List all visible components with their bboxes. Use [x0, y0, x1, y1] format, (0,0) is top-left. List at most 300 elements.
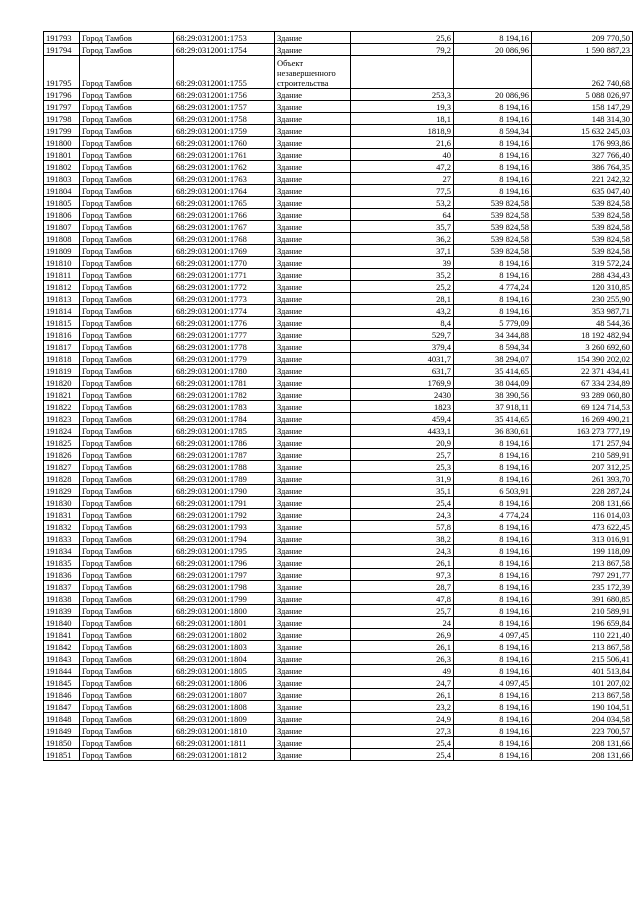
locality-cell: Город Тамбов	[80, 245, 174, 257]
unit-value-cell: 8 194,16	[454, 581, 532, 593]
cadastral-value-cell: 209 770,50	[532, 32, 633, 44]
unit-value-cell: 5 779,09	[454, 317, 532, 329]
table-body	[44, 32, 633, 761]
area-cell: 459,4	[351, 413, 454, 425]
row-id-cell: 191796	[44, 89, 80, 101]
locality-cell: Город Тамбов	[80, 413, 174, 425]
cadastral-value-cell: 539 824,58	[532, 233, 633, 245]
area-cell: 26,1	[351, 641, 454, 653]
unit-value-cell: 8 194,16	[454, 101, 532, 113]
area-cell: 25,7	[351, 605, 454, 617]
unit-value-cell: 539 824,58	[454, 197, 532, 209]
row-id-cell: 191802	[44, 161, 80, 173]
row-id-cell: 191800	[44, 137, 80, 149]
row-id-cell: 191826	[44, 449, 80, 461]
locality-cell: Город Тамбов	[80, 737, 174, 749]
unit-value-cell: 8 194,16	[454, 749, 532, 761]
cadastral-value-cell: 391 680,85	[532, 593, 633, 605]
table-row	[44, 689, 633, 701]
area-cell: 4031,7	[351, 353, 454, 365]
row-id-cell: 191850	[44, 737, 80, 749]
unit-value-cell: 38 044,09	[454, 377, 532, 389]
cadastral-number-cell: 68:29:0312001:1808	[174, 701, 275, 713]
cadastral-number-cell: 68:29:0312001:1762	[174, 161, 275, 173]
area-cell: 25,4	[351, 737, 454, 749]
locality-cell: Город Тамбов	[80, 653, 174, 665]
area-cell: 529,7	[351, 329, 454, 341]
table-row	[44, 197, 633, 209]
cadastral-number-cell: 68:29:0312001:1778	[174, 341, 275, 353]
table-row	[44, 101, 633, 113]
object-type-cell: Здание	[275, 557, 351, 569]
row-id-cell: 191797	[44, 101, 80, 113]
unit-value-cell: 8 194,16	[454, 569, 532, 581]
locality-cell: Город Тамбов	[80, 101, 174, 113]
locality-cell: Город Тамбов	[80, 56, 174, 89]
cadastral-number-cell: 68:29:0312001:1781	[174, 377, 275, 389]
row-id-cell: 191803	[44, 173, 80, 185]
locality-cell: Город Тамбов	[80, 269, 174, 281]
cadastral-number-cell: 68:29:0312001:1782	[174, 389, 275, 401]
cadastral-number-cell: 68:29:0312001:1790	[174, 485, 275, 497]
row-id-cell: 191831	[44, 509, 80, 521]
unit-value-cell: 4 097,45	[454, 629, 532, 641]
table-row	[44, 233, 633, 245]
row-id-cell: 191842	[44, 641, 80, 653]
cadastral-value-cell: 48 544,36	[532, 317, 633, 329]
row-id-cell: 191846	[44, 689, 80, 701]
table-row	[44, 113, 633, 125]
unit-value-cell: 35 414,65	[454, 413, 532, 425]
cadastral-value-cell: 635 047,40	[532, 185, 633, 197]
object-type-cell: Здание	[275, 641, 351, 653]
area-cell: 79,2	[351, 44, 454, 56]
cadastral-value-cell: 213 867,58	[532, 689, 633, 701]
area-cell: 35,2	[351, 269, 454, 281]
unit-value-cell: 37 918,11	[454, 401, 532, 413]
cadastral-value-cell: 69 124 714,53	[532, 401, 633, 413]
cadastral-number-cell: 68:29:0312001:1771	[174, 269, 275, 281]
cadastral-number-cell: 68:29:0312001:1806	[174, 677, 275, 689]
unit-value-cell: 539 824,58	[454, 245, 532, 257]
cadastral-value-cell: 539 824,58	[532, 221, 633, 233]
area-cell: 28,1	[351, 293, 454, 305]
locality-cell: Город Тамбов	[80, 461, 174, 473]
table-row	[44, 461, 633, 473]
locality-cell: Город Тамбов	[80, 125, 174, 137]
object-type-cell: Здание	[275, 257, 351, 269]
cadastral-value-cell: 190 104,51	[532, 701, 633, 713]
cadastral-number-cell: 68:29:0312001:1768	[174, 233, 275, 245]
object-type-cell: Здание	[275, 305, 351, 317]
cadastral-value-cell: 163 273 777,19	[532, 425, 633, 437]
row-id-cell: 191795	[44, 56, 80, 89]
locality-cell: Город Тамбов	[80, 641, 174, 653]
table-row	[44, 545, 633, 557]
unit-value-cell: 35 414,65	[454, 365, 532, 377]
cadastral-value-cell: 539 824,58	[532, 197, 633, 209]
area-cell: 40	[351, 149, 454, 161]
cadastral-number-cell: 68:29:0312001:1803	[174, 641, 275, 653]
cadastral-value-cell: 230 255,90	[532, 293, 633, 305]
cadastral-number-cell: 68:29:0312001:1769	[174, 245, 275, 257]
cadastral-value-cell: 101 207,02	[532, 677, 633, 689]
row-id-cell: 191817	[44, 341, 80, 353]
object-type-cell: Здание	[275, 545, 351, 557]
area-cell: 25,3	[351, 461, 454, 473]
unit-value-cell: 8 594,34	[454, 125, 532, 137]
area-cell: 28,7	[351, 581, 454, 593]
table-row	[44, 221, 633, 233]
cadastral-number-cell: 68:29:0312001:1800	[174, 605, 275, 617]
unit-value-cell: 20 086,96	[454, 44, 532, 56]
cadastral-number-cell: 68:29:0312001:1785	[174, 425, 275, 437]
cadastral-number-cell: 68:29:0312001:1765	[174, 197, 275, 209]
table-row	[44, 425, 633, 437]
cadastral-number-cell: 68:29:0312001:1776	[174, 317, 275, 329]
area-cell: 27	[351, 173, 454, 185]
cadastral-value-cell: 3 260 692,60	[532, 341, 633, 353]
object-type-cell: Здание	[275, 713, 351, 725]
table-row	[44, 737, 633, 749]
cadastral-value-cell: 327 766,40	[532, 149, 633, 161]
unit-value-cell: 8 194,16	[454, 269, 532, 281]
row-id-cell: 191833	[44, 533, 80, 545]
cadastral-value-cell: 313 016,91	[532, 533, 633, 545]
object-type-cell: Здание	[275, 113, 351, 125]
table-row	[44, 293, 633, 305]
cadastral-number-cell: 68:29:0312001:1792	[174, 509, 275, 521]
cadastral-number-cell: 68:29:0312001:1809	[174, 713, 275, 725]
table-row	[44, 44, 633, 56]
unit-value-cell: 539 824,58	[454, 209, 532, 221]
row-id-cell: 191827	[44, 461, 80, 473]
object-type-cell: Здание	[275, 209, 351, 221]
unit-value-cell: 539 824,58	[454, 221, 532, 233]
row-id-cell: 191804	[44, 185, 80, 197]
cadastral-value-cell: 22 371 434,41	[532, 365, 633, 377]
locality-cell: Город Тамбов	[80, 497, 174, 509]
unit-value-cell: 38 294,07	[454, 353, 532, 365]
table-row	[44, 473, 633, 485]
locality-cell: Город Тамбов	[80, 89, 174, 101]
cadastral-number-cell: 68:29:0312001:1797	[174, 569, 275, 581]
object-type-cell: Здание	[275, 605, 351, 617]
cadastral-value-cell: 262 740,68	[532, 56, 633, 89]
object-type-cell: Здание	[275, 593, 351, 605]
unit-value-cell: 8 194,16	[454, 653, 532, 665]
unit-value-cell: 8 194,16	[454, 473, 532, 485]
cadastral-value-cell: 401 513,84	[532, 665, 633, 677]
locality-cell: Город Тамбов	[80, 221, 174, 233]
cadastral-table	[43, 31, 633, 761]
row-id-cell: 191838	[44, 593, 80, 605]
row-id-cell: 191828	[44, 473, 80, 485]
object-type-cell: Здание	[275, 137, 351, 149]
unit-value-cell: 8 194,16	[454, 461, 532, 473]
cadastral-number-cell: 68:29:0312001:1805	[174, 665, 275, 677]
table-row	[44, 329, 633, 341]
cadastral-number-cell: 68:29:0312001:1786	[174, 437, 275, 449]
table-row	[44, 185, 633, 197]
cadastral-number-cell: 68:29:0312001:1757	[174, 101, 275, 113]
unit-value-cell: 8 194,16	[454, 557, 532, 569]
cadastral-value-cell: 18 192 482,94	[532, 329, 633, 341]
unit-value-cell: 8 194,16	[454, 305, 532, 317]
cadastral-value-cell: 208 131,66	[532, 737, 633, 749]
area-cell: 39	[351, 257, 454, 269]
area-cell: 24	[351, 617, 454, 629]
table-row	[44, 569, 633, 581]
unit-value-cell: 8 194,16	[454, 593, 532, 605]
locality-cell: Город Тамбов	[80, 545, 174, 557]
row-id-cell: 191821	[44, 389, 80, 401]
object-type-cell: Здание	[275, 701, 351, 713]
area-cell: 24,9	[351, 713, 454, 725]
row-id-cell: 191805	[44, 197, 80, 209]
object-type-cell: Здание	[275, 233, 351, 245]
row-id-cell: 191819	[44, 365, 80, 377]
object-type-cell: Здание	[275, 317, 351, 329]
table-row	[44, 653, 633, 665]
locality-cell: Город Тамбов	[80, 209, 174, 221]
table-row	[44, 713, 633, 725]
row-id-cell: 191811	[44, 269, 80, 281]
locality-cell: Город Тамбов	[80, 32, 174, 44]
table-row	[44, 437, 633, 449]
cadastral-value-cell: 15 632 245,03	[532, 125, 633, 137]
table-row	[44, 209, 633, 221]
table-row	[44, 749, 633, 761]
unit-value-cell: 8 594,34	[454, 341, 532, 353]
object-type-cell: Здание	[275, 245, 351, 257]
locality-cell: Город Тамбов	[80, 473, 174, 485]
area-cell: 2430	[351, 389, 454, 401]
table-row	[44, 617, 633, 629]
locality-cell: Город Тамбов	[80, 317, 174, 329]
object-type-cell: Здание	[275, 617, 351, 629]
unit-value-cell: 34 344,88	[454, 329, 532, 341]
cadastral-number-cell: 68:29:0312001:1764	[174, 185, 275, 197]
table-row	[44, 173, 633, 185]
object-type-cell: Здание	[275, 653, 351, 665]
area-cell: 43,2	[351, 305, 454, 317]
locality-cell: Город Тамбов	[80, 605, 174, 617]
table-row	[44, 629, 633, 641]
area-cell: 35,7	[351, 221, 454, 233]
area-cell: 57,8	[351, 521, 454, 533]
object-type-cell: Здание	[275, 32, 351, 44]
area-cell: 26,1	[351, 689, 454, 701]
locality-cell: Город Тамбов	[80, 749, 174, 761]
row-id-cell: 191847	[44, 701, 80, 713]
table-row	[44, 665, 633, 677]
row-id-cell: 191810	[44, 257, 80, 269]
object-type-cell: Здание	[275, 269, 351, 281]
area-cell: 19,3	[351, 101, 454, 113]
area-cell: 25,2	[351, 281, 454, 293]
locality-cell: Город Тамбов	[80, 149, 174, 161]
object-type-cell: Здание	[275, 533, 351, 545]
cadastral-number-cell: 68:29:0312001:1772	[174, 281, 275, 293]
area-cell: 49	[351, 665, 454, 677]
cadastral-number-cell: 68:29:0312001:1766	[174, 209, 275, 221]
object-type-cell: Здание	[275, 521, 351, 533]
table-row	[44, 581, 633, 593]
unit-value-cell: 8 194,16	[454, 665, 532, 677]
area-cell: 25,4	[351, 497, 454, 509]
cadastral-number-cell: 68:29:0312001:1796	[174, 557, 275, 569]
area-cell: 27,3	[351, 725, 454, 737]
table-row	[44, 317, 633, 329]
cadastral-value-cell: 319 572,24	[532, 257, 633, 269]
unit-value-cell: 8 194,16	[454, 605, 532, 617]
row-id-cell: 191798	[44, 113, 80, 125]
unit-value-cell: 8 194,16	[454, 497, 532, 509]
unit-value-cell: 539 824,58	[454, 233, 532, 245]
table-row	[44, 377, 633, 389]
locality-cell: Город Тамбов	[80, 701, 174, 713]
unit-value-cell: 6 503,91	[454, 485, 532, 497]
table-row	[44, 521, 633, 533]
object-type-cell: Здание	[275, 389, 351, 401]
object-type-cell: Здание	[275, 365, 351, 377]
table-row	[44, 497, 633, 509]
locality-cell: Город Тамбов	[80, 485, 174, 497]
cadastral-value-cell: 1 590 887,23	[532, 44, 633, 56]
unit-value-cell: 8 194,16	[454, 32, 532, 44]
unit-value-cell: 8 194,16	[454, 533, 532, 545]
table-row	[44, 449, 633, 461]
cadastral-value-cell: 154 390 202,02	[532, 353, 633, 365]
object-type-cell: Здание	[275, 629, 351, 641]
row-id-cell: 191835	[44, 557, 80, 569]
area-cell: 4433,1	[351, 425, 454, 437]
locality-cell: Город Тамбов	[80, 725, 174, 737]
locality-cell: Город Тамбов	[80, 44, 174, 56]
cadastral-value-cell: 213 867,58	[532, 557, 633, 569]
locality-cell: Город Тамбов	[80, 377, 174, 389]
object-type-cell: Здание	[275, 329, 351, 341]
cadastral-number-cell: 68:29:0312001:1756	[174, 89, 275, 101]
table-row	[44, 257, 633, 269]
locality-cell: Город Тамбов	[80, 449, 174, 461]
unit-value-cell: 8 194,16	[454, 257, 532, 269]
area-cell: 1769,9	[351, 377, 454, 389]
object-type-cell: Здание	[275, 569, 351, 581]
unit-value-cell: 8 194,16	[454, 737, 532, 749]
document-page	[43, 31, 632, 761]
row-id-cell: 191799	[44, 125, 80, 137]
cadastral-number-cell: 68:29:0312001:1789	[174, 473, 275, 485]
area-cell: 23,2	[351, 701, 454, 713]
area-cell: 24,3	[351, 545, 454, 557]
row-id-cell: 191794	[44, 44, 80, 56]
area-cell: 26,9	[351, 629, 454, 641]
cadastral-value-cell: 213 867,58	[532, 641, 633, 653]
cadastral-value-cell: 215 506,41	[532, 653, 633, 665]
cadastral-number-cell: 68:29:0312001:1779	[174, 353, 275, 365]
cadastral-number-cell: 68:29:0312001:1753	[174, 32, 275, 44]
table-row	[44, 701, 633, 713]
row-id-cell: 191844	[44, 665, 80, 677]
locality-cell: Город Тамбов	[80, 665, 174, 677]
object-type-cell: Здание	[275, 125, 351, 137]
table-row	[44, 137, 633, 149]
row-id-cell: 191839	[44, 605, 80, 617]
row-id-cell: 191829	[44, 485, 80, 497]
locality-cell: Город Тамбов	[80, 353, 174, 365]
cadastral-number-cell: 68:29:0312001:1784	[174, 413, 275, 425]
area-cell: 24,7	[351, 677, 454, 689]
cadastral-number-cell: 68:29:0312001:1791	[174, 497, 275, 509]
object-type-cell: Здание	[275, 293, 351, 305]
object-type-cell: Объект незавершенного строительства	[275, 56, 351, 89]
row-id-cell: 191801	[44, 149, 80, 161]
table-row	[44, 341, 633, 353]
locality-cell: Город Тамбов	[80, 281, 174, 293]
table-row	[44, 161, 633, 173]
cadastral-value-cell: 210 589,91	[532, 605, 633, 617]
object-type-cell: Здание	[275, 185, 351, 197]
unit-value-cell: 8 194,16	[454, 149, 532, 161]
cadastral-value-cell: 235 172,39	[532, 581, 633, 593]
area-cell: 31,9	[351, 473, 454, 485]
area-cell: 47,2	[351, 161, 454, 173]
row-id-cell: 191825	[44, 437, 80, 449]
locality-cell: Город Тамбов	[80, 557, 174, 569]
cadastral-number-cell: 68:29:0312001:1798	[174, 581, 275, 593]
area-cell: 1818,9	[351, 125, 454, 137]
row-id-cell: 191837	[44, 581, 80, 593]
object-type-cell: Здание	[275, 725, 351, 737]
row-id-cell: 191823	[44, 413, 80, 425]
area-cell: 25,6	[351, 32, 454, 44]
object-type-cell: Здание	[275, 353, 351, 365]
cadastral-number-cell: 68:29:0312001:1802	[174, 629, 275, 641]
object-type-cell: Здание	[275, 197, 351, 209]
table-row	[44, 89, 633, 101]
cadastral-value-cell: 120 310,85	[532, 281, 633, 293]
cadastral-number-cell: 68:29:0312001:1773	[174, 293, 275, 305]
table-row	[44, 245, 633, 257]
locality-cell: Город Тамбов	[80, 365, 174, 377]
cadastral-value-cell: 67 334 234,89	[532, 377, 633, 389]
table-row	[44, 677, 633, 689]
locality-cell: Город Тамбов	[80, 113, 174, 125]
object-type-cell: Здание	[275, 473, 351, 485]
table-row	[44, 413, 633, 425]
cadastral-value-cell: 207 312,25	[532, 461, 633, 473]
object-type-cell: Здание	[275, 413, 351, 425]
object-type-cell: Здание	[275, 425, 351, 437]
cadastral-value-cell: 93 289 060,80	[532, 389, 633, 401]
row-id-cell: 191836	[44, 569, 80, 581]
unit-value-cell: 8 194,16	[454, 113, 532, 125]
cadastral-number-cell: 68:29:0312001:1780	[174, 365, 275, 377]
unit-value-cell: 8 194,16	[454, 449, 532, 461]
locality-cell: Город Тамбов	[80, 629, 174, 641]
table-row	[44, 353, 633, 365]
object-type-cell: Здание	[275, 749, 351, 761]
area-cell: 18,1	[351, 113, 454, 125]
cadastral-number-cell: 68:29:0312001:1754	[174, 44, 275, 56]
cadastral-value-cell: 16 269 490,21	[532, 413, 633, 425]
row-id-cell: 191832	[44, 521, 80, 533]
area-cell: 24,3	[351, 509, 454, 521]
locality-cell: Город Тамбов	[80, 389, 174, 401]
unit-value-cell: 8 194,16	[454, 689, 532, 701]
